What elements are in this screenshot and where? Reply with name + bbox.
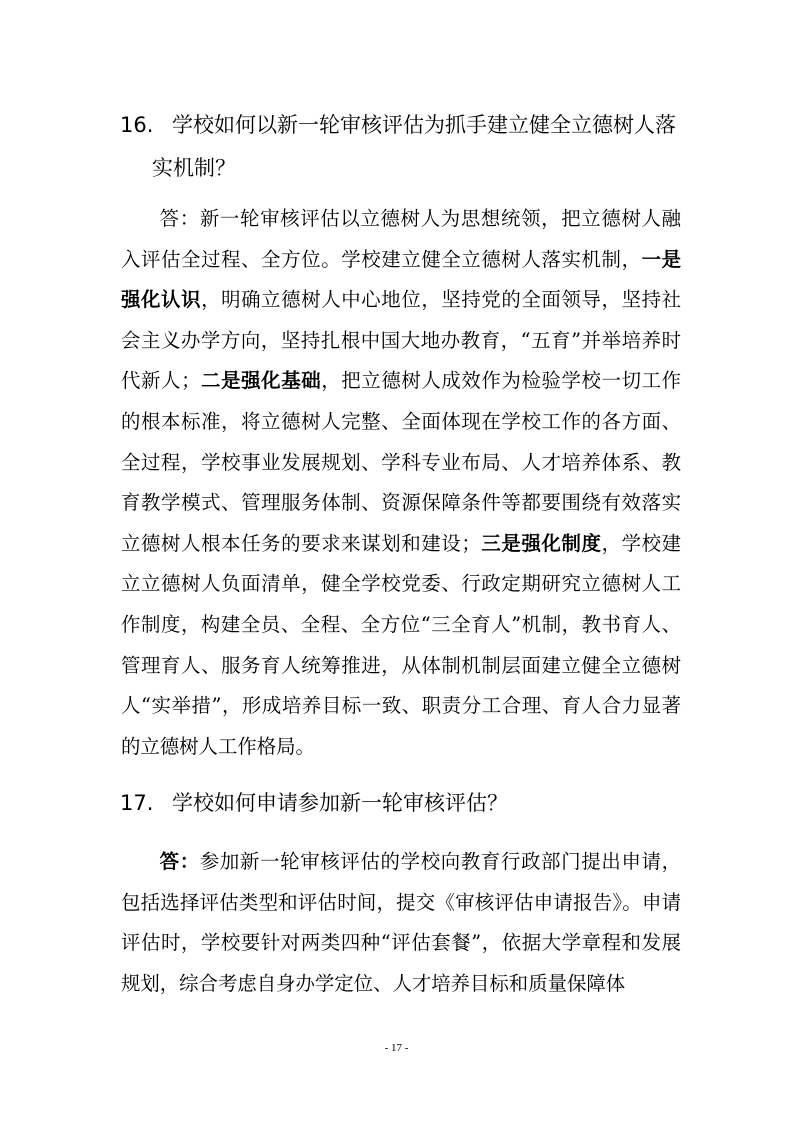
bold-point-1: 一是强化认识 [121, 247, 682, 312]
page-number: - 17 - [384, 1042, 409, 1054]
question-16 [120, 104, 680, 190]
answer-text: ，把立德树人成效作为检验学校一切工作的根本标准，将立德树人完整、全面体现在学校工作的各方面、全过程，学校事业发展规划、学科专业布局、人才培养体系、教育教学模式、管理服务体制、资源保障条件等都要围绕有效落实立德树人根本任务的要求来谋划和建设； [121, 369, 682, 555]
question-text-line-1: 学校如何申请参加新一轮审核评估？ [172, 791, 508, 815]
question-text-line-2: 实机制？ [152, 156, 236, 180]
bold-point-3: 三是强化制度 [480, 531, 602, 555]
answer-text: ，明确立德树人中心地位，坚持党的全面领导，坚持社会主义办学方向，坚持扎根中国大地办教育，“五育”并举培养时代新人； [121, 288, 682, 393]
answer-text: 新一轮审核评估以立德树人为思想统领，把立德树人融入评估全过程、全方位。学校建立健全立德树人落实机制， [121, 207, 682, 271]
question-number: 16. [120, 113, 154, 137]
question-17 [120, 782, 680, 825]
question-text-line-1: 学校如何以新一轮审核评估为抓手建立健全立德树人落 [172, 113, 676, 137]
question-number: 17. [120, 791, 154, 815]
answer-prefix: 答： [159, 850, 200, 873]
bold-point-2: 二是强化基础 [200, 369, 322, 393]
answer-17 [121, 842, 681, 1004]
answer-text: ，学校建立立德树人负面清单，健全学校党委、行政定期研究立德树人工作制度，构建全员、全程、全方位“三全育人”机制，教书育人、管理育人、服务育人统筹推进，从体制机制层面建立健全立德树人“实举措”，形成培养目标一致、职责分工合理、育人合力显著的立德树人工作格局。 [121, 531, 682, 758]
answer-text: 参加新一轮审核评估的学校向教育行政部门提出申请，包括选择评估类型和评估时间，提交《审核评估申请报告》。申请评估时，学校要针对两类四种“评估套餐”，依据大学章程和发展规划，综合考虑自身办学定位、人才培养目标和质量保障体 [121, 850, 682, 995]
answer-prefix: 答： [159, 207, 200, 230]
answer-16 [121, 199, 681, 767]
